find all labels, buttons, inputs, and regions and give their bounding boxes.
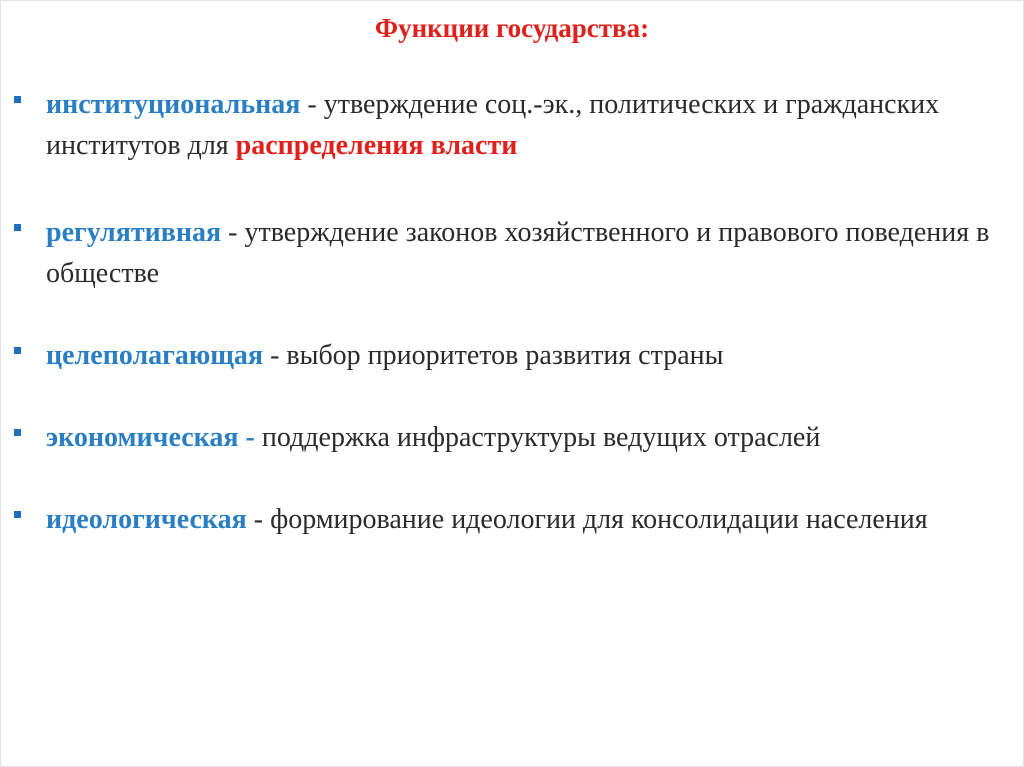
function-item-economic bbox=[46, 417, 1011, 458]
highlight-text: распределения власти bbox=[235, 130, 518, 161]
term-separator bbox=[255, 422, 262, 453]
function-description: выбор приоритетов развития страны bbox=[286, 340, 724, 371]
bullet-icon bbox=[14, 511, 21, 518]
function-item-regulatory bbox=[46, 212, 1011, 294]
function-description: утверждение законов хозяйственного и правового поведения в обществе bbox=[46, 217, 990, 289]
function-description: формирование идеологии для консолидации населения bbox=[270, 504, 928, 535]
function-term: экономическая - bbox=[46, 422, 255, 453]
slide-title: Функции государства: bbox=[374, 13, 650, 43]
term-separator: - bbox=[263, 340, 287, 371]
bullet-icon bbox=[14, 224, 21, 231]
term-separator: - bbox=[300, 89, 324, 120]
function-description: поддержка инфраструктуры ведущих отраслей bbox=[261, 422, 821, 453]
term-separator: - bbox=[221, 217, 245, 248]
function-item-institutional bbox=[46, 84, 1011, 166]
function-term: регулятивная bbox=[46, 217, 222, 248]
function-item-ideological bbox=[46, 499, 1011, 540]
bullet-icon bbox=[14, 96, 21, 103]
function-term: целеполагающая bbox=[46, 340, 264, 371]
function-description: утверждение соц.-эк., политических и гражданских институтов для bbox=[46, 89, 940, 161]
function-term: идеологическая bbox=[46, 504, 247, 535]
function-term: институциональная bbox=[46, 89, 301, 120]
bullet-icon bbox=[14, 347, 21, 354]
term-separator: - bbox=[246, 504, 271, 535]
function-item-goal-setting bbox=[46, 335, 1011, 376]
bullet-icon bbox=[14, 429, 21, 436]
